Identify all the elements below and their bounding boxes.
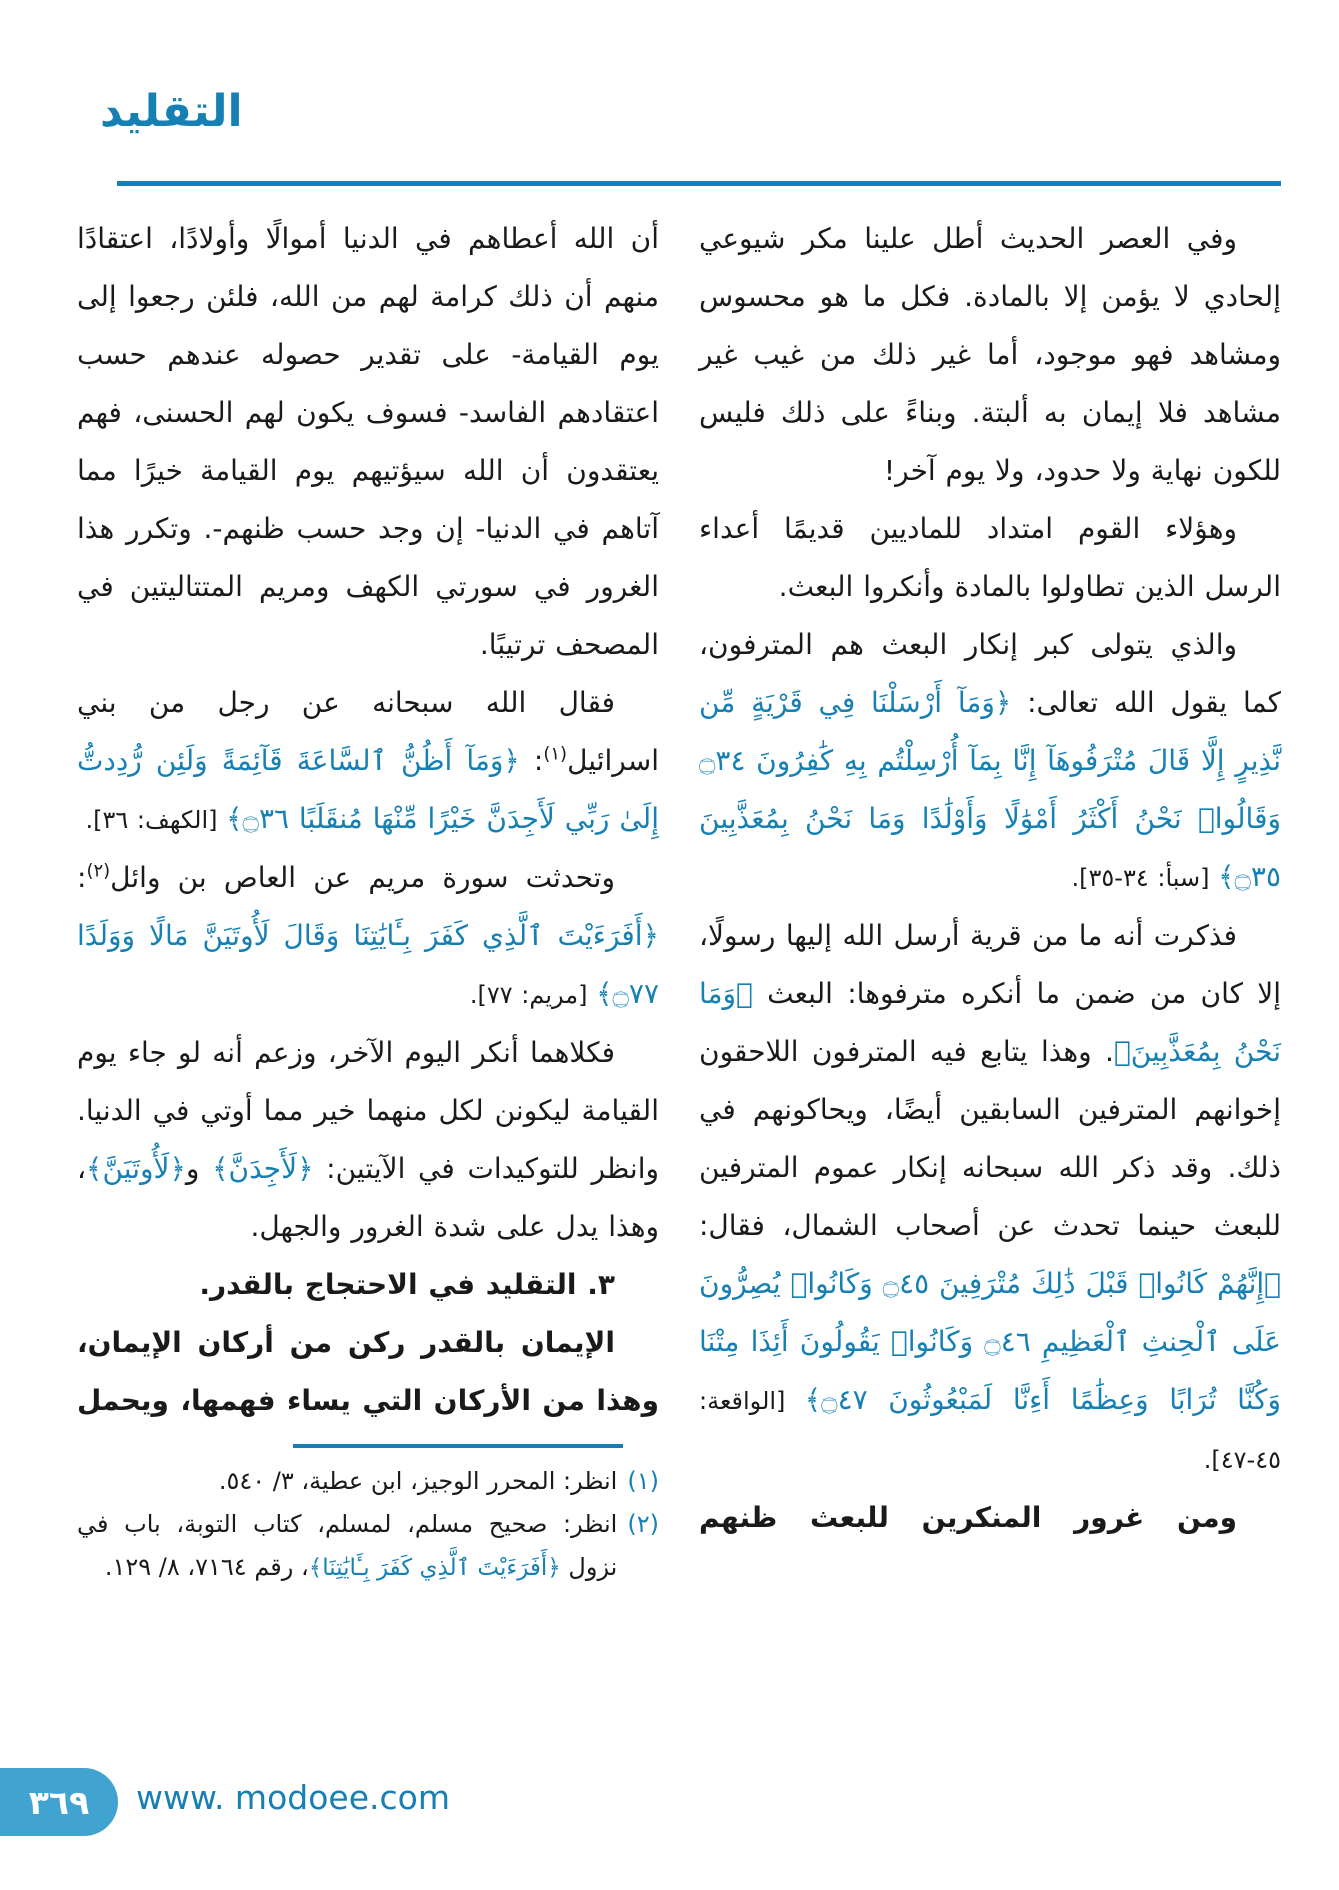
content-columns	[0, 210, 1339, 1590]
footnote-marker: (١)	[543, 743, 568, 765]
footnote-text	[77, 1503, 617, 1590]
quran-verse: ﴿وَمَآ أَظُنُّ ٱلسَّاعَةَ قَآئِمَةً وَلَئِن رُّدِدتُّ إِلَىٰ رَبِّي لَأَجِدَنَّ خَيْرًا مِّنْهَا مُنقَلَبًا ۝٣٦﴾	[77, 744, 659, 835]
verse-reference: [مريم: ٧٧].	[469, 981, 597, 1009]
paragraph	[77, 1256, 659, 1314]
footnote	[77, 1460, 659, 1503]
body-text: و	[185, 1152, 213, 1185]
body-text: ، وهذا يدل على شدة الغرور والجهل.	[77, 1152, 659, 1243]
body-text: ، رقم ٧١٦٤، ٨/ ١٢٩.	[104, 1553, 309, 1581]
body-text: انظر: المحرر الوجيز، ابن عطية، ٣/ ٥٤٠.	[218, 1467, 618, 1495]
website-url: www. modoee.com	[136, 1778, 456, 1817]
quran-verse: ﴿إِنَّهُمْ كَانُوا۟ قَبْلَ ذَٰلِكَ مُتْرَفِينَ ۝٤٥ وَكَانُوا۟ يُصِرُّونَ عَلَى ٱلْحِنثِ ٱلْعَظِيمِ ۝٤٦ وَكَانُوا۟ يَقُولُونَ أَئِذَا مِتْنَا وَكُنَّا تُرَابًا وَعِظَٰمًا أَءِنَّا لَمَبْعُوثُونَ ۝٤٧﴾	[699, 1267, 1282, 1416]
footnote-marker: (٢)	[86, 860, 111, 882]
verse-reference: [سبأ: ٣٤-٣٥].	[1071, 864, 1219, 892]
page-number: ٣٦٩	[28, 1782, 90, 1822]
quran-verse: ﴿أَفَرَءَيْتَ ٱلَّذِي كَفَرَ بِـَٔايَٰتِنَا وَقَالَ لَأُوتَيَنَّ مَالًا وَوَلَدًا ۝٧٧﴾	[77, 919, 659, 1010]
footnote-number: (٢)	[627, 1510, 659, 1538]
paragraph	[699, 210, 1281, 500]
paragraph	[699, 500, 1281, 616]
column-left	[77, 210, 659, 1590]
quran-verse: ﴿وَمَا نَحْنُ بِمُعَذَّبِينَ﴾	[699, 977, 1281, 1068]
verse-reference: [الواقعة: ٤٥-٤٧].	[699, 1387, 1281, 1474]
paragraph	[77, 210, 659, 674]
body-text: ٣. التقليد في الاحتجاج بالقدر.	[199, 1268, 615, 1301]
paragraph	[77, 849, 659, 1024]
body-text: وفي العصر الحديث أطل علينا مكر شيوعي إلحادي لا يؤمن إلا بالمادة. فكل ما هو محسوس ومشاهد فهو موجود، أما غير ذلك من غيب غير مشاهد فلا إيمان به ألبتة. وبناءً على ذلك فليس للكون نهاية ولا حدود، ولا يوم آخر!	[699, 222, 1281, 487]
quran-verse: ﴿لَأُوتَيَنَّ﴾	[86, 1152, 186, 1185]
body-text: الإيمان بالقدر ركن من أركان الإيمان، وهذا من الأركان التي يساء فهمها، ويحمل	[77, 1326, 659, 1417]
paragraph	[77, 674, 659, 849]
paragraph	[77, 1314, 659, 1430]
quran-verse: ﴿أَفَرَءَيْتَ ٱلَّذِي كَفَرَ بِـَٔايَٰتِنَا﴾	[308, 1555, 561, 1581]
paragraph	[699, 1489, 1281, 1547]
page-number-badge	[0, 1768, 118, 1836]
page-header-title: التقليد	[100, 86, 243, 137]
body-text: انظر: صحيح مسلم، لمسلم، كتاب التوبة، باب في نزول	[77, 1510, 618, 1581]
body-text: وهؤلاء القوم امتداد للماديين قديمًا أعداء الرسل الذين تطاولوا بالمادة وأنكروا البعث.	[699, 512, 1281, 603]
header-rule	[117, 181, 1281, 186]
body-text: فكلاهما أنكر اليوم الآخر، وزعم أنه لو جاء يوم القيامة ليكونن لكل منهما خير مما أوتي في الدنيا. وانظر للتوكيدات في الآيتين:	[77, 1036, 660, 1185]
paragraph	[77, 1024, 659, 1256]
paragraph	[699, 907, 1281, 1489]
verse-reference: [الكهف: ٣٦].	[85, 806, 227, 834]
body-text: :	[77, 861, 87, 894]
body-text: أن الله أعطاهم في الدنيا أموالًا وأولادًا، اعتقادًا منهم أن ذلك كرامة لهم من الله، فلئن رجعوا إلى يوم القيامة- على تقدير حصوله عندهم حسب اعتقادهم الفاسد- فسوف يكون لهم الحسنى، فهم يعتقدون أن الله سيؤتيهم يوم القيامة خيرًا مما آتاهم في الدنيا- إن وجد حسب ظنهم-. وتكرر هذا الغرور في سورتي الكهف ومريم المتتاليتين في المصحف ترتيبًا.	[77, 222, 659, 661]
footnotes	[77, 1460, 659, 1590]
footnote	[77, 1503, 659, 1590]
body-text: . وهذا يتابع فيه المترفون اللاحقون إخوانهم المترفين السابقين أيضًا، ويحاكونهم في ذلك. وقد ذكر الله سبحانه إنكار عموم المترفين للبعث حينما تحدث عن أصحاب الشمال، فقال:	[699, 1035, 1281, 1242]
body-text: وتحدثت سورة مريم عن العاص بن وائل	[110, 861, 615, 894]
quran-verse: ﴿وَمَآ أَرْسَلْنَا فِي قَرْيَةٍ مِّن نَّذِيرٍ إِلَّا قَالَ مُتْرَفُوهَآ إِنَّا بِمَآ أُرْسِلْتُم بِهِ كَٰفِرُونَ ۝٣٤ وَقَالُوا۟ نَحْنُ أَكْثَرُ أَمْوَٰلًا وَأَوْلَٰدًا وَمَا نَحْنُ بِمُعَذَّبِينَ ۝٣٥﴾	[699, 686, 1281, 893]
paragraph	[699, 616, 1281, 907]
body-text: ومن غرور المنكرين للبعث ظنهم	[699, 1501, 1237, 1534]
footnote-separator	[293, 1444, 623, 1448]
body-text: فقال الله سبحانه عن رجل من بني اسرائيل	[77, 686, 659, 777]
column-right	[699, 210, 1281, 1547]
quran-verse: ﴿لَأَجِدَنَّ﴾	[212, 1152, 314, 1185]
body-text: :	[519, 744, 544, 777]
body-text: فذكرت أنه ما من قرية أرسل الله إليها رسولًا، إلا كان من ضمن ما أنكره مترفوها: البعث	[699, 919, 1281, 1010]
footnote-text	[77, 1460, 617, 1503]
footnote-number: (١)	[627, 1467, 659, 1495]
body-text: والذي يتولى كبر إنكار البعث هم المترفون، كما يقول الله تعالى:	[699, 628, 1281, 719]
